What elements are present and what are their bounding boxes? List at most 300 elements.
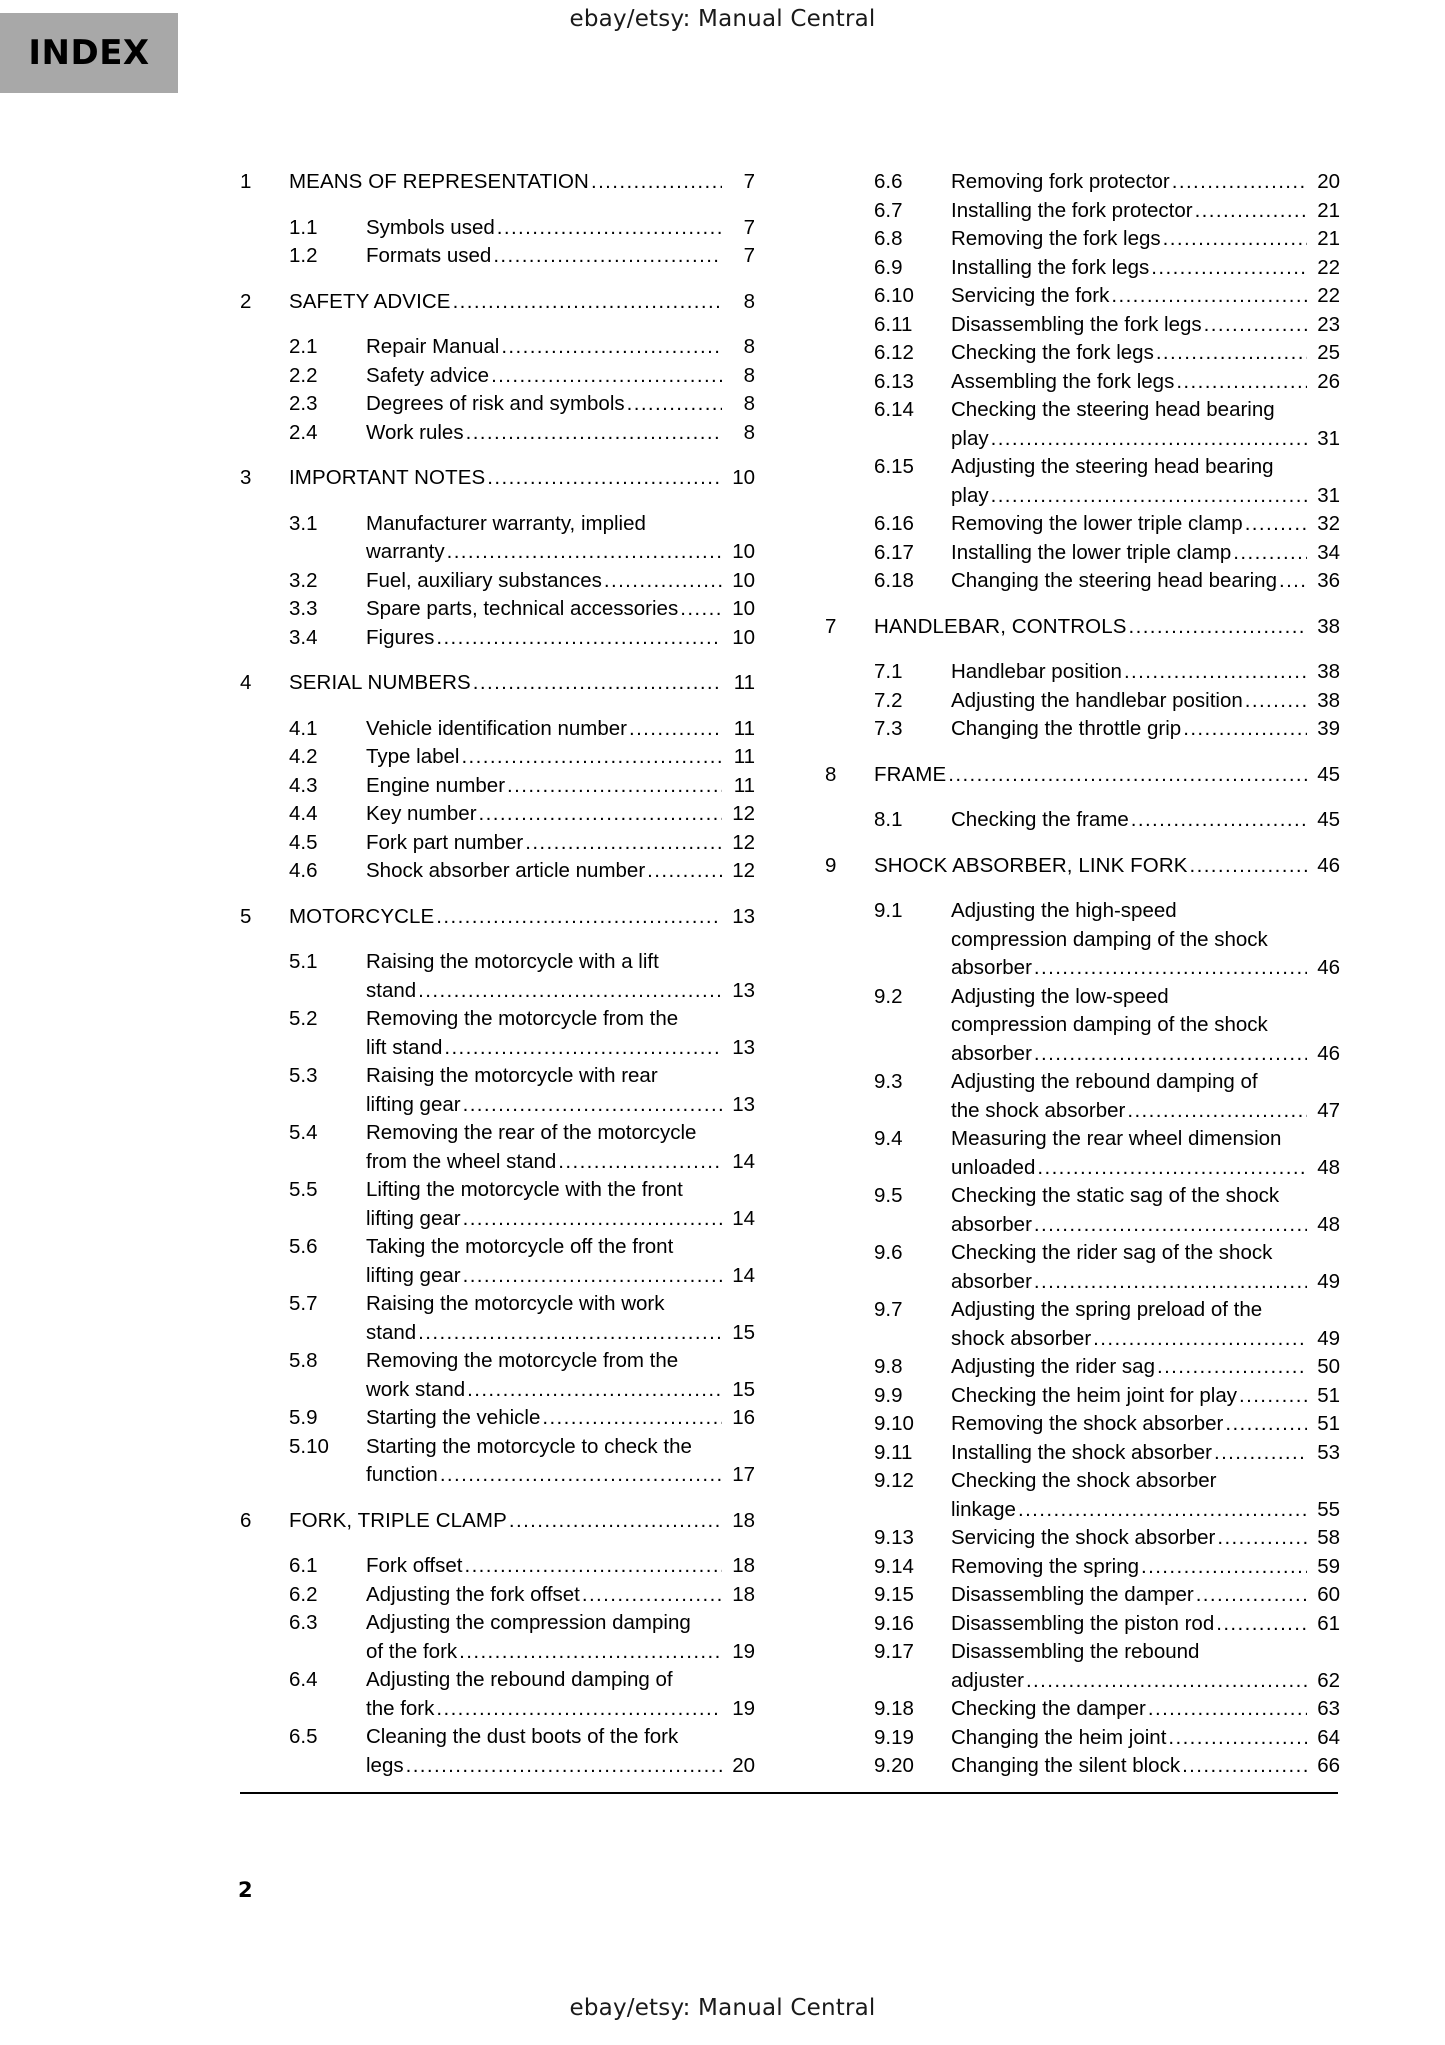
toc-entry-title-block [951, 1296, 1340, 1353]
toc-entry-title: Adjusting the fork offset [366, 1582, 580, 1606]
toc-entry-title-last-line [951, 1695, 1340, 1724]
toc-entry[interactable] [240, 567, 755, 596]
toc-entry[interactable] [240, 510, 755, 567]
toc-entry-title-line [951, 453, 1340, 482]
toc-entry-title-block [951, 1638, 1340, 1695]
toc-leader-dots [991, 425, 1307, 454]
toc-leader-dots [1131, 806, 1307, 835]
toc-entry-title-block [951, 1382, 1340, 1411]
toc-entry-title: Taking the motorcycle off the front [366, 1235, 674, 1258]
toc-entry-page: 46 [1317, 853, 1340, 877]
toc-entry[interactable] [825, 396, 1340, 453]
toc-entry-title-block [366, 1723, 755, 1780]
toc-entry[interactable] [825, 339, 1340, 368]
toc-entry-title: Changing the silent block [951, 1754, 1181, 1777]
toc-entry-number: 6.4 [289, 1668, 318, 1691]
toc-leader-dots [1204, 311, 1307, 340]
toc-entry-page: 14 [732, 1206, 755, 1230]
toc-leader-dots [406, 1752, 722, 1781]
toc-entry-page: 13 [732, 1035, 755, 1059]
toc-leader-dots [447, 538, 722, 567]
toc-entry-title: Checking the heim joint for play [951, 1383, 1238, 1407]
toc-entry-title: of the fork [366, 1639, 458, 1663]
toc-entry-number: 6.16 [874, 512, 914, 535]
toc-entry[interactable] [825, 197, 1340, 226]
toc-entry-title: Disassembling the fork legs [951, 312, 1202, 336]
toc-entry-title-last-line [366, 242, 755, 271]
toc-entry[interactable] [825, 1752, 1340, 1781]
toc-entry[interactable] [825, 1382, 1340, 1411]
toc-leader-dots [1111, 282, 1307, 311]
toc-entry-title: FRAME [874, 762, 947, 786]
toc-leader-dots [591, 168, 722, 197]
toc-entry-title: stand [366, 978, 417, 1002]
toc-entry[interactable] [240, 1609, 755, 1666]
toc-entry-title-last-line [366, 333, 755, 362]
toc-entry-page: 13 [732, 978, 755, 1002]
toc-entry-title-line [366, 1062, 755, 1091]
toc-entry-title-block [366, 743, 755, 772]
header-watermark: ebay/etsy: Manual Central [569, 6, 876, 32]
toc-entry[interactable] [825, 1125, 1340, 1182]
toc-entry-title-last-line [366, 624, 755, 653]
toc-entry-number: 4.6 [289, 859, 318, 882]
toc-entry[interactable] [240, 214, 755, 243]
toc-entry[interactable] [240, 1723, 755, 1780]
toc-entry-title-line [366, 1005, 755, 1034]
toc-entry[interactable] [825, 1296, 1340, 1353]
toc-entry-page: 46 [1317, 956, 1340, 979]
toc-entry-title-last-line [366, 362, 755, 391]
toc-entry[interactable] [240, 464, 755, 493]
toc-entry-title-block [951, 510, 1340, 539]
toc-entry-number: 9.17 [874, 1640, 914, 1663]
toc-entry-title-line [366, 948, 755, 977]
toc-entry-title-block [366, 595, 755, 624]
toc-entry-title-block [951, 1182, 1340, 1239]
toc-entry[interactable] [240, 1581, 755, 1610]
toc-entry[interactable] [825, 1068, 1340, 1125]
toc-entry-title-block [951, 197, 1340, 226]
toc-entry-title: Handlebar position [951, 660, 1122, 683]
toc-entry-page: 38 [1317, 688, 1340, 712]
toc-entry-title-block [951, 225, 1340, 254]
toc-entry-title-line [366, 1666, 755, 1695]
toc-entry-page: 14 [732, 1263, 755, 1287]
toc-entry-title: Installing the shock absorber [951, 1440, 1212, 1464]
toc-entry-title-block [951, 368, 1340, 397]
toc-entry-title-block [951, 1610, 1340, 1639]
toc-entry-title: Figures [366, 625, 435, 649]
toc-entry[interactable] [825, 1182, 1340, 1239]
toc-entry-title: play [951, 426, 989, 450]
toc-entry-title: warranty [366, 540, 445, 563]
toc-entry[interactable] [240, 595, 755, 624]
toc-entry-title-last-line [951, 225, 1340, 254]
toc-entry-title: Servicing the shock absorber [951, 1526, 1216, 1549]
toc-entry-page: 45 [1317, 762, 1340, 786]
toc-entry[interactable] [240, 168, 755, 197]
toc-leader-dots [497, 214, 722, 243]
toc-entry-number: 5.1 [289, 950, 318, 973]
toc-entry-number: 4.4 [289, 802, 318, 825]
toc-entry[interactable] [825, 687, 1340, 716]
toc-entry-title-last-line [366, 772, 755, 801]
toc-entry-number: 6.13 [874, 369, 914, 393]
toc-entry-title-line [366, 1290, 755, 1319]
toc-leader-dots [1195, 197, 1307, 226]
toc-entry-title-last-line [874, 852, 1340, 881]
toc-entry-page: 39 [1317, 717, 1340, 740]
toc-entry[interactable] [825, 539, 1340, 568]
toc-entry-page: 8 [743, 335, 755, 358]
page-number: 2 [238, 1878, 253, 1902]
toc-leader-dots [463, 1091, 722, 1120]
toc-entry-title: compression damping of the shock [951, 1013, 1268, 1036]
toc-entry[interactable] [240, 362, 755, 391]
toc-entry[interactable] [825, 715, 1340, 744]
toc-entry[interactable] [825, 1553, 1340, 1582]
toc-entry-title: Formats used [366, 244, 492, 267]
index-tab-label: INDEX [28, 33, 150, 73]
toc-entry-title-last-line [951, 954, 1340, 983]
toc-leader-dots [948, 761, 1307, 790]
toc-entry-number: 6.15 [874, 455, 914, 478]
toc-entry-title: compression damping of the shock [951, 927, 1268, 951]
toc-entry-page: 7 [743, 215, 755, 239]
toc-entry-number: 9.6 [874, 1241, 903, 1264]
toc-entry-title-last-line [951, 1581, 1340, 1610]
toc-entry[interactable] [240, 857, 755, 886]
toc-entry-title-last-line [366, 1752, 755, 1781]
toc-entry-title-block [951, 1068, 1340, 1125]
toc-entry-number: 3 [240, 466, 252, 489]
toc-entry-title: Disassembling the rebound [951, 1640, 1200, 1663]
toc-leader-dots [491, 362, 722, 391]
toc-entry-number: 6.6 [874, 170, 903, 193]
toc-entry[interactable] [825, 1439, 1340, 1468]
toc-entry-page: 25 [1317, 341, 1340, 364]
toc-entry-page: 12 [732, 830, 755, 854]
toc-entry-title: Fork offset [366, 1554, 463, 1577]
toc-entry-page: 15 [732, 1320, 755, 1344]
toc-entry-number: 9.4 [874, 1127, 903, 1150]
toc-leader-dots [467, 1376, 722, 1405]
toc-entry[interactable] [825, 1410, 1340, 1439]
toc-entry-number: 9.1 [874, 899, 903, 922]
toc-entry[interactable] [825, 368, 1340, 397]
toc-entry-title: Engine number [366, 773, 506, 797]
toc-entry[interactable] [825, 1581, 1340, 1610]
toc-entry-title-block [366, 829, 755, 858]
toc-entry-title: Adjusting the rebound damping of [951, 1070, 1258, 1093]
toc-entry-number: 9.8 [874, 1355, 903, 1378]
toc-entry-title-last-line [951, 1752, 1340, 1781]
toc-entry-number: 5.5 [289, 1178, 318, 1201]
toc-entry[interactable] [825, 1353, 1340, 1382]
toc-entry-title: FORK, TRIPLE CLAMP [289, 1508, 507, 1532]
toc-entry-title-last-line [366, 1262, 755, 1291]
toc-entry-page: 18 [732, 1554, 755, 1577]
toc-entry[interactable] [240, 1347, 755, 1404]
toc-entry-title-block [951, 311, 1340, 340]
toc-entry-title: HANDLEBAR, CONTROLS [874, 614, 1127, 638]
toc-entry-title-line [951, 1068, 1340, 1097]
toc-entry[interactable] [240, 1290, 755, 1347]
toc-entry[interactable] [240, 333, 755, 362]
toc-entry[interactable] [825, 761, 1340, 790]
toc-entry-page: 22 [1317, 284, 1340, 307]
toc-entry-title-block [366, 1233, 755, 1290]
toc-entry[interactable] [240, 903, 755, 932]
toc-leader-dots [1127, 1097, 1307, 1126]
toc-entry-title-block [366, 1552, 755, 1581]
toc-entry-title-line [366, 1233, 755, 1262]
toc-entry[interactable] [825, 1524, 1340, 1553]
toc-entry-title: Adjusting the steering head bearing [951, 455, 1274, 478]
toc-leader-dots [418, 1319, 722, 1348]
toc-entry-page: 45 [1317, 808, 1340, 831]
toc-entry-title-last-line [951, 197, 1340, 226]
toc-entry[interactable] [825, 282, 1340, 311]
toc-entry[interactable] [240, 715, 755, 744]
toc-entry-number: 9.19 [874, 1725, 914, 1749]
toc-entry[interactable] [240, 800, 755, 829]
toc-leader-dots [459, 1638, 722, 1667]
toc-leader-dots [464, 1552, 722, 1581]
toc-entry-title-last-line [951, 567, 1340, 596]
toc-entry-page: 12 [732, 802, 755, 825]
toc-entry-title-last-line [289, 1507, 755, 1536]
toc-entry-title-last-line [951, 658, 1340, 687]
toc-entry-number: 9.11 [874, 1440, 913, 1464]
toc-entry-title-block [951, 396, 1340, 453]
toc-entry-title-block [951, 282, 1340, 311]
toc-entry[interactable] [825, 613, 1340, 642]
toc-entry-number: 5.4 [289, 1121, 318, 1144]
toc-entry[interactable] [825, 453, 1340, 510]
footer-divider [240, 1792, 1338, 1794]
toc-entry-number: 6.7 [874, 198, 903, 222]
toc-entry-title: Changing the steering head bearing [951, 569, 1277, 592]
toc-entry-title-last-line [874, 761, 1340, 790]
toc-entry-number: 1.2 [289, 244, 318, 267]
toc-entry-page: 59 [1317, 1554, 1340, 1578]
toc-entry[interactable] [240, 1176, 755, 1233]
toc-entry-title-last-line [366, 1091, 755, 1120]
toc-entry[interactable] [825, 168, 1340, 197]
toc-entry-page: 20 [732, 1753, 755, 1777]
toc-entry[interactable] [825, 852, 1340, 881]
toc-entry[interactable] [240, 1062, 755, 1119]
toc-leader-dots [1124, 658, 1307, 687]
toc-entry-title-block [366, 1347, 755, 1404]
toc-entry[interactable] [825, 1610, 1340, 1639]
toc-entry-page: 50 [1317, 1355, 1340, 1378]
toc-entry[interactable] [825, 658, 1340, 687]
toc-entry-title: Removing the lower triple clamp [951, 512, 1243, 535]
toc-entry-title-block [366, 510, 755, 567]
toc-entry-number: 3.1 [289, 511, 318, 535]
toc-entry-title-line [366, 510, 755, 539]
toc-entry-title-block [366, 857, 755, 886]
toc-entry-page: 58 [1317, 1526, 1340, 1549]
toc-entry[interactable] [825, 897, 1340, 983]
toc-entry-title-line [951, 1239, 1340, 1268]
toc-entry-title: Checking the shock absorber [951, 1469, 1217, 1492]
toc-entry-title: absorber [951, 1212, 1032, 1236]
toc-entry-title-line [951, 897, 1340, 926]
toc-entry-title-block [951, 1410, 1340, 1439]
toc-leader-dots [1034, 1211, 1307, 1240]
toc-leader-dots [1157, 1353, 1307, 1382]
toc-entry[interactable] [240, 1666, 755, 1723]
toc-entry-title-block [874, 852, 1340, 881]
toc-entry[interactable] [240, 1005, 755, 1062]
toc-entry-title: Servicing the fork [951, 284, 1110, 307]
toc-entry-page: 11 [733, 773, 755, 797]
toc-entry-title-last-line [951, 1724, 1340, 1753]
toc-entry-title: adjuster [951, 1668, 1024, 1692]
toc-entry[interactable] [825, 1467, 1340, 1524]
toc-entry[interactable] [825, 1638, 1340, 1695]
toc-entry-number: 5.9 [289, 1406, 318, 1429]
toc-entry-title-last-line [951, 806, 1340, 835]
toc-entry-page: 7 [743, 170, 755, 193]
toc-entry-number: 5 [240, 904, 252, 928]
toc-leader-dots [1172, 168, 1307, 197]
toc-entry-number: 9.7 [874, 1298, 903, 1321]
toc-entry-page: 11 [733, 671, 755, 694]
toc-entry-number: 6.5 [289, 1725, 318, 1748]
toc-entry-title-last-line [951, 687, 1340, 716]
toc-entry[interactable] [825, 567, 1340, 596]
toc-entry[interactable] [240, 288, 755, 317]
toc-entry-title: function [366, 1463, 438, 1486]
toc-entry-title-block [366, 1062, 755, 1119]
toc-entry-title-last-line [366, 800, 755, 829]
toc-entry[interactable] [825, 806, 1340, 835]
toc-entry[interactable] [825, 510, 1340, 539]
toc-entry-title-last-line [366, 1695, 755, 1724]
toc-entry[interactable] [240, 829, 755, 858]
toc-content [240, 168, 1340, 1781]
toc-leader-dots [1214, 1439, 1307, 1468]
toc-entry[interactable] [240, 743, 755, 772]
toc-entry-title-block [289, 288, 755, 317]
toc-entry[interactable] [240, 1433, 755, 1490]
toc-leader-dots [1182, 1752, 1307, 1781]
toc-entry[interactable] [240, 1119, 755, 1176]
toc-entry[interactable] [240, 1552, 755, 1581]
toc-entry[interactable] [825, 1239, 1340, 1296]
toc-leader-dots [1148, 1695, 1307, 1724]
toc-entry-title: Cleaning the dust boots of the fork [366, 1725, 679, 1748]
toc-entry[interactable] [240, 1507, 755, 1536]
toc-entry-page: 17 [732, 1463, 755, 1486]
toc-entry-number: 3.3 [289, 597, 318, 620]
toc-entry-title-last-line [951, 254, 1340, 283]
toc-entry-page: 16 [732, 1406, 755, 1429]
toc-entry[interactable] [825, 254, 1340, 283]
toc-entry-number: 3.4 [289, 625, 318, 649]
toc-entry-title-line [951, 1125, 1340, 1154]
toc-leader-dots [1168, 1724, 1307, 1753]
toc-entry-number: 9.2 [874, 984, 903, 1008]
toc-entry-title-block [951, 1467, 1340, 1524]
toc-entry-title: SAFETY ADVICE [289, 289, 451, 313]
toc-entry[interactable] [240, 669, 755, 698]
toc-entry-number: 9.18 [874, 1697, 914, 1720]
toc-leader-dots [418, 977, 722, 1006]
toc-entry-title: Type label [366, 745, 460, 768]
toc-entry-title-last-line [951, 510, 1340, 539]
toc-entry-title-block [951, 983, 1340, 1069]
toc-entry-title-line [366, 1119, 755, 1148]
toc-entry-number: 6.14 [874, 398, 914, 421]
toc-entry-number: 8.1 [874, 808, 903, 831]
toc-entry-title-last-line [951, 1040, 1340, 1069]
toc-entry-title: absorber [951, 956, 1032, 979]
toc-entry[interactable] [240, 948, 755, 1005]
toc-entry[interactable] [825, 225, 1340, 254]
toc-entry-title-last-line [951, 1154, 1340, 1183]
toc-entry-page: 10 [732, 568, 755, 592]
toc-entry-title-block [951, 1439, 1340, 1468]
toc-entry[interactable] [825, 311, 1340, 340]
toc-entry-title-last-line [951, 368, 1340, 397]
toc-entry-title-block [289, 669, 755, 698]
toc-entry-title-last-line [366, 1461, 755, 1490]
toc-entry-title-last-line [289, 464, 755, 493]
toc-entry-number: 9.5 [874, 1184, 903, 1207]
toc-entry-title-line [366, 1347, 755, 1376]
toc-entry[interactable] [240, 390, 755, 419]
toc-entry[interactable] [240, 1404, 755, 1433]
toc-entry-title: lift stand [366, 1035, 443, 1059]
toc-entry-page: 14 [732, 1149, 755, 1173]
toc-entry[interactable] [240, 242, 755, 271]
toc-entry-title-last-line [951, 1496, 1340, 1525]
toc-entry-title: Degrees of risk and symbols [366, 392, 625, 415]
toc-entry-title-block [366, 1005, 755, 1062]
toc-entry-title-block [951, 658, 1340, 687]
index-tab [0, 13, 178, 93]
toc-entry-title-block [366, 1433, 755, 1490]
toc-entry-page: 15 [732, 1377, 755, 1401]
toc-entry-title: SHOCK ABSORBER, LINK FORK [874, 853, 1188, 877]
toc-entry[interactable] [240, 772, 755, 801]
toc-entry[interactable] [240, 419, 755, 448]
toc-entry-title: Lifting the motorcycle with the front [366, 1178, 683, 1201]
toc-entry[interactable] [825, 983, 1340, 1069]
toc-entry-title-last-line [951, 1211, 1340, 1240]
toc-leader-dots [453, 288, 722, 317]
toc-entry-title-line [366, 1723, 755, 1752]
toc-entry-page: 32 [1317, 512, 1340, 535]
toc-entry[interactable] [825, 1695, 1340, 1724]
toc-entry-number: 2 [240, 289, 252, 313]
toc-entry-title: shock absorber [951, 1326, 1092, 1350]
toc-entry-page: 18 [732, 1582, 755, 1606]
toc-entry[interactable] [825, 1724, 1340, 1753]
toc-entry-title-block [874, 613, 1340, 642]
toc-leader-dots [1176, 368, 1307, 397]
toc-entry[interactable] [240, 1233, 755, 1290]
toc-entry-number: 6.11 [874, 312, 913, 336]
toc-entry-number: 6 [240, 1508, 252, 1532]
toc-entry[interactable] [240, 624, 755, 653]
